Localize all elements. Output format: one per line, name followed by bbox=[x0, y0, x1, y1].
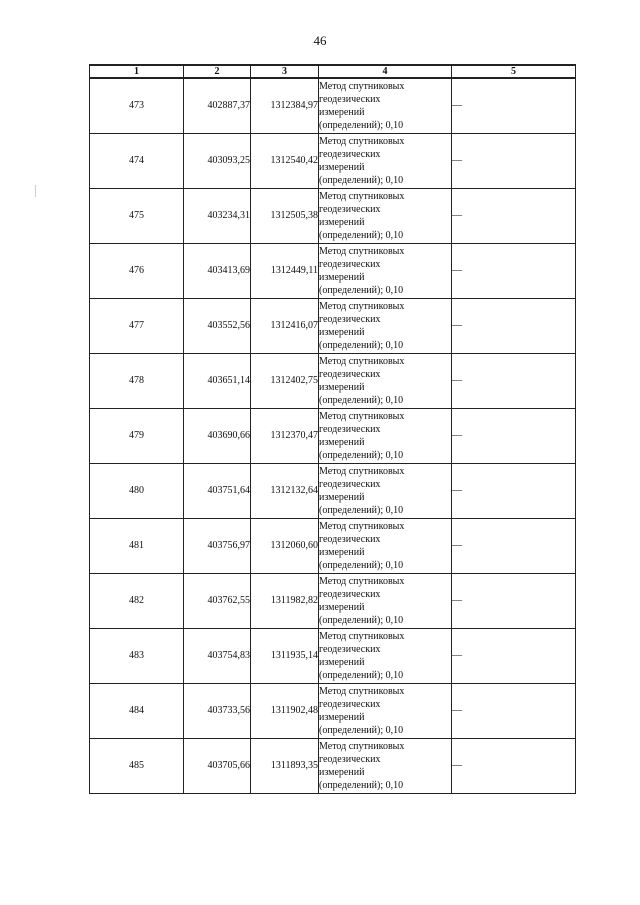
method-line: геодезических bbox=[319, 478, 381, 490]
x-coordinate-cell: 403762,55 bbox=[184, 573, 251, 628]
header-row bbox=[90, 65, 576, 78]
table-header bbox=[90, 65, 576, 78]
method-line: геодезических bbox=[319, 148, 381, 160]
method-line: Метод спутниковых bbox=[319, 300, 405, 312]
table-row bbox=[90, 133, 576, 188]
table-row bbox=[90, 353, 576, 408]
header-col-2: 2 bbox=[184, 65, 251, 78]
x-coordinate-cell: 402887,37 bbox=[184, 78, 251, 133]
x-coordinate-cell: 403234,31 bbox=[184, 188, 251, 243]
y-coordinate-cell: 1312132,64 bbox=[251, 463, 319, 518]
x-coordinate-cell: 403751,64 bbox=[184, 463, 251, 518]
method-line: Метод спутниковых bbox=[319, 575, 405, 587]
method-line: измерений bbox=[319, 711, 365, 723]
method-line: геодезических bbox=[319, 258, 381, 270]
method-cell bbox=[319, 133, 452, 188]
x-coordinate-cell: 403705,66 bbox=[184, 738, 251, 793]
note-cell: — bbox=[452, 573, 576, 628]
note-cell: — bbox=[452, 683, 576, 738]
method-line: (определений); 0,10 bbox=[319, 119, 404, 131]
method-cell bbox=[319, 463, 452, 518]
method-line: измерений bbox=[319, 436, 365, 448]
method-line: геодезических bbox=[319, 533, 381, 545]
point-number-cell: 474 bbox=[90, 133, 184, 188]
x-coordinate-cell: 403413,69 bbox=[184, 243, 251, 298]
table-row bbox=[90, 628, 576, 683]
table-row bbox=[90, 738, 576, 793]
method-line: Метод спутниковых bbox=[319, 740, 405, 752]
method-cell bbox=[319, 243, 452, 298]
method-line: (определений); 0,10 bbox=[319, 339, 404, 351]
y-coordinate-cell: 1311982,82 bbox=[251, 573, 319, 628]
method-line: геодезических bbox=[319, 588, 381, 600]
method-cell bbox=[319, 353, 452, 408]
method-line: (определений); 0,10 bbox=[319, 559, 404, 571]
method-cell bbox=[319, 683, 452, 738]
point-number-cell: 484 bbox=[90, 683, 184, 738]
method-line: измерений bbox=[319, 601, 365, 613]
method-line: Метод спутниковых bbox=[319, 685, 405, 697]
y-coordinate-cell: 1312449,11 bbox=[251, 243, 319, 298]
point-number-cell: 481 bbox=[90, 518, 184, 573]
method-line: геодезических bbox=[319, 753, 381, 765]
note-cell: — bbox=[452, 243, 576, 298]
method-line: измерений bbox=[319, 161, 365, 173]
point-number-cell: 479 bbox=[90, 408, 184, 463]
note-cell: — bbox=[452, 78, 576, 133]
method-cell bbox=[319, 518, 452, 573]
y-coordinate-cell: 1312505,38 bbox=[251, 188, 319, 243]
method-cell bbox=[319, 298, 452, 353]
point-number-cell: 482 bbox=[90, 573, 184, 628]
header-col-5: 5 bbox=[452, 65, 576, 78]
method-line: Метод спутниковых bbox=[319, 355, 405, 367]
table-body bbox=[90, 78, 576, 793]
table-row bbox=[90, 78, 576, 133]
method-line: (определений); 0,10 bbox=[319, 284, 404, 296]
method-line: геодезических bbox=[319, 203, 381, 215]
method-line: измерений bbox=[319, 216, 365, 228]
method-line: Метод спутниковых bbox=[319, 80, 405, 92]
x-coordinate-cell: 403733,56 bbox=[184, 683, 251, 738]
y-coordinate-cell: 1311935,14 bbox=[251, 628, 319, 683]
method-line: (определений); 0,10 bbox=[319, 779, 404, 791]
x-coordinate-cell: 403552,56 bbox=[184, 298, 251, 353]
header-col-4: 4 bbox=[319, 65, 452, 78]
method-line: геодезических bbox=[319, 313, 381, 325]
method-cell bbox=[319, 628, 452, 683]
table-row bbox=[90, 518, 576, 573]
x-coordinate-cell: 403690,66 bbox=[184, 408, 251, 463]
y-coordinate-cell: 1312402,75 bbox=[251, 353, 319, 408]
y-coordinate-cell: 1311902,48 bbox=[251, 683, 319, 738]
point-number-cell: 483 bbox=[90, 628, 184, 683]
x-coordinate-cell: 403756,97 bbox=[184, 518, 251, 573]
method-line: (определений); 0,10 bbox=[319, 504, 404, 516]
method-line: (определений); 0,10 bbox=[319, 669, 404, 681]
method-line: Метод спутниковых bbox=[319, 520, 405, 532]
method-line: Метод спутниковых bbox=[319, 190, 405, 202]
method-line: геодезических bbox=[319, 368, 381, 380]
note-cell: — bbox=[452, 518, 576, 573]
point-number-cell: 475 bbox=[90, 188, 184, 243]
coordinates-table bbox=[89, 64, 576, 794]
point-number-cell: 478 bbox=[90, 353, 184, 408]
method-line: измерений bbox=[319, 546, 365, 558]
method-line: измерений bbox=[319, 381, 365, 393]
method-line: Метод спутниковых bbox=[319, 630, 405, 642]
note-cell: — bbox=[452, 188, 576, 243]
table-row bbox=[90, 683, 576, 738]
x-coordinate-cell: 403651,14 bbox=[184, 353, 251, 408]
note-cell: — bbox=[452, 463, 576, 518]
table-row bbox=[90, 463, 576, 518]
table-row bbox=[90, 298, 576, 353]
note-cell: — bbox=[452, 408, 576, 463]
method-line: измерений bbox=[319, 656, 365, 668]
method-line: (определений); 0,10 bbox=[319, 449, 404, 461]
note-cell: — bbox=[452, 353, 576, 408]
method-line: геодезических bbox=[319, 93, 381, 105]
point-number-cell: 473 bbox=[90, 78, 184, 133]
method-line: (определений); 0,10 bbox=[319, 229, 404, 241]
point-number-cell: 477 bbox=[90, 298, 184, 353]
point-number-cell: 485 bbox=[90, 738, 184, 793]
table-row bbox=[90, 408, 576, 463]
header-col-1: 1 bbox=[90, 65, 184, 78]
note-cell: — bbox=[452, 298, 576, 353]
method-cell bbox=[319, 78, 452, 133]
method-line: геодезических bbox=[319, 698, 381, 710]
note-cell: — bbox=[452, 628, 576, 683]
method-line: измерений bbox=[319, 106, 365, 118]
x-coordinate-cell: 403093,25 bbox=[184, 133, 251, 188]
method-line: (определений); 0,10 bbox=[319, 724, 404, 736]
point-number-cell: 476 bbox=[90, 243, 184, 298]
y-coordinate-cell: 1312540,42 bbox=[251, 133, 319, 188]
method-cell bbox=[319, 188, 452, 243]
note-cell: — bbox=[452, 133, 576, 188]
header-col-3: 3 bbox=[251, 65, 319, 78]
table-row bbox=[90, 188, 576, 243]
note-cell: — bbox=[452, 738, 576, 793]
method-line: измерений bbox=[319, 766, 365, 778]
method-line: Метод спутниковых bbox=[319, 465, 405, 477]
x-coordinate-cell: 403754,83 bbox=[184, 628, 251, 683]
method-line: Метод спутниковых bbox=[319, 410, 405, 422]
y-coordinate-cell: 1312370,47 bbox=[251, 408, 319, 463]
method-cell bbox=[319, 408, 452, 463]
method-line: измерений bbox=[319, 326, 365, 338]
method-line: Метод спутниковых bbox=[319, 135, 405, 147]
method-line: геодезических bbox=[319, 423, 381, 435]
method-cell bbox=[319, 573, 452, 628]
page-number: 46 bbox=[313, 33, 327, 48]
y-coordinate-cell: 1312060,60 bbox=[251, 518, 319, 573]
y-coordinate-cell: 1312384,97 bbox=[251, 78, 319, 133]
table-row bbox=[90, 243, 576, 298]
scan-artifact bbox=[35, 185, 36, 197]
method-line: измерений bbox=[319, 271, 365, 283]
method-line: геодезических bbox=[319, 643, 381, 655]
y-coordinate-cell: 1311893,35 bbox=[251, 738, 319, 793]
table-row bbox=[90, 573, 576, 628]
method-line: (определений); 0,10 bbox=[319, 174, 404, 186]
method-line: измерений bbox=[319, 491, 365, 503]
method-line: Метод спутниковых bbox=[319, 245, 405, 257]
point-number-cell: 480 bbox=[90, 463, 184, 518]
method-cell bbox=[319, 738, 452, 793]
y-coordinate-cell: 1312416,07 bbox=[251, 298, 319, 353]
method-line: (определений); 0,10 bbox=[319, 614, 404, 626]
method-line: (определений); 0,10 bbox=[319, 394, 404, 406]
